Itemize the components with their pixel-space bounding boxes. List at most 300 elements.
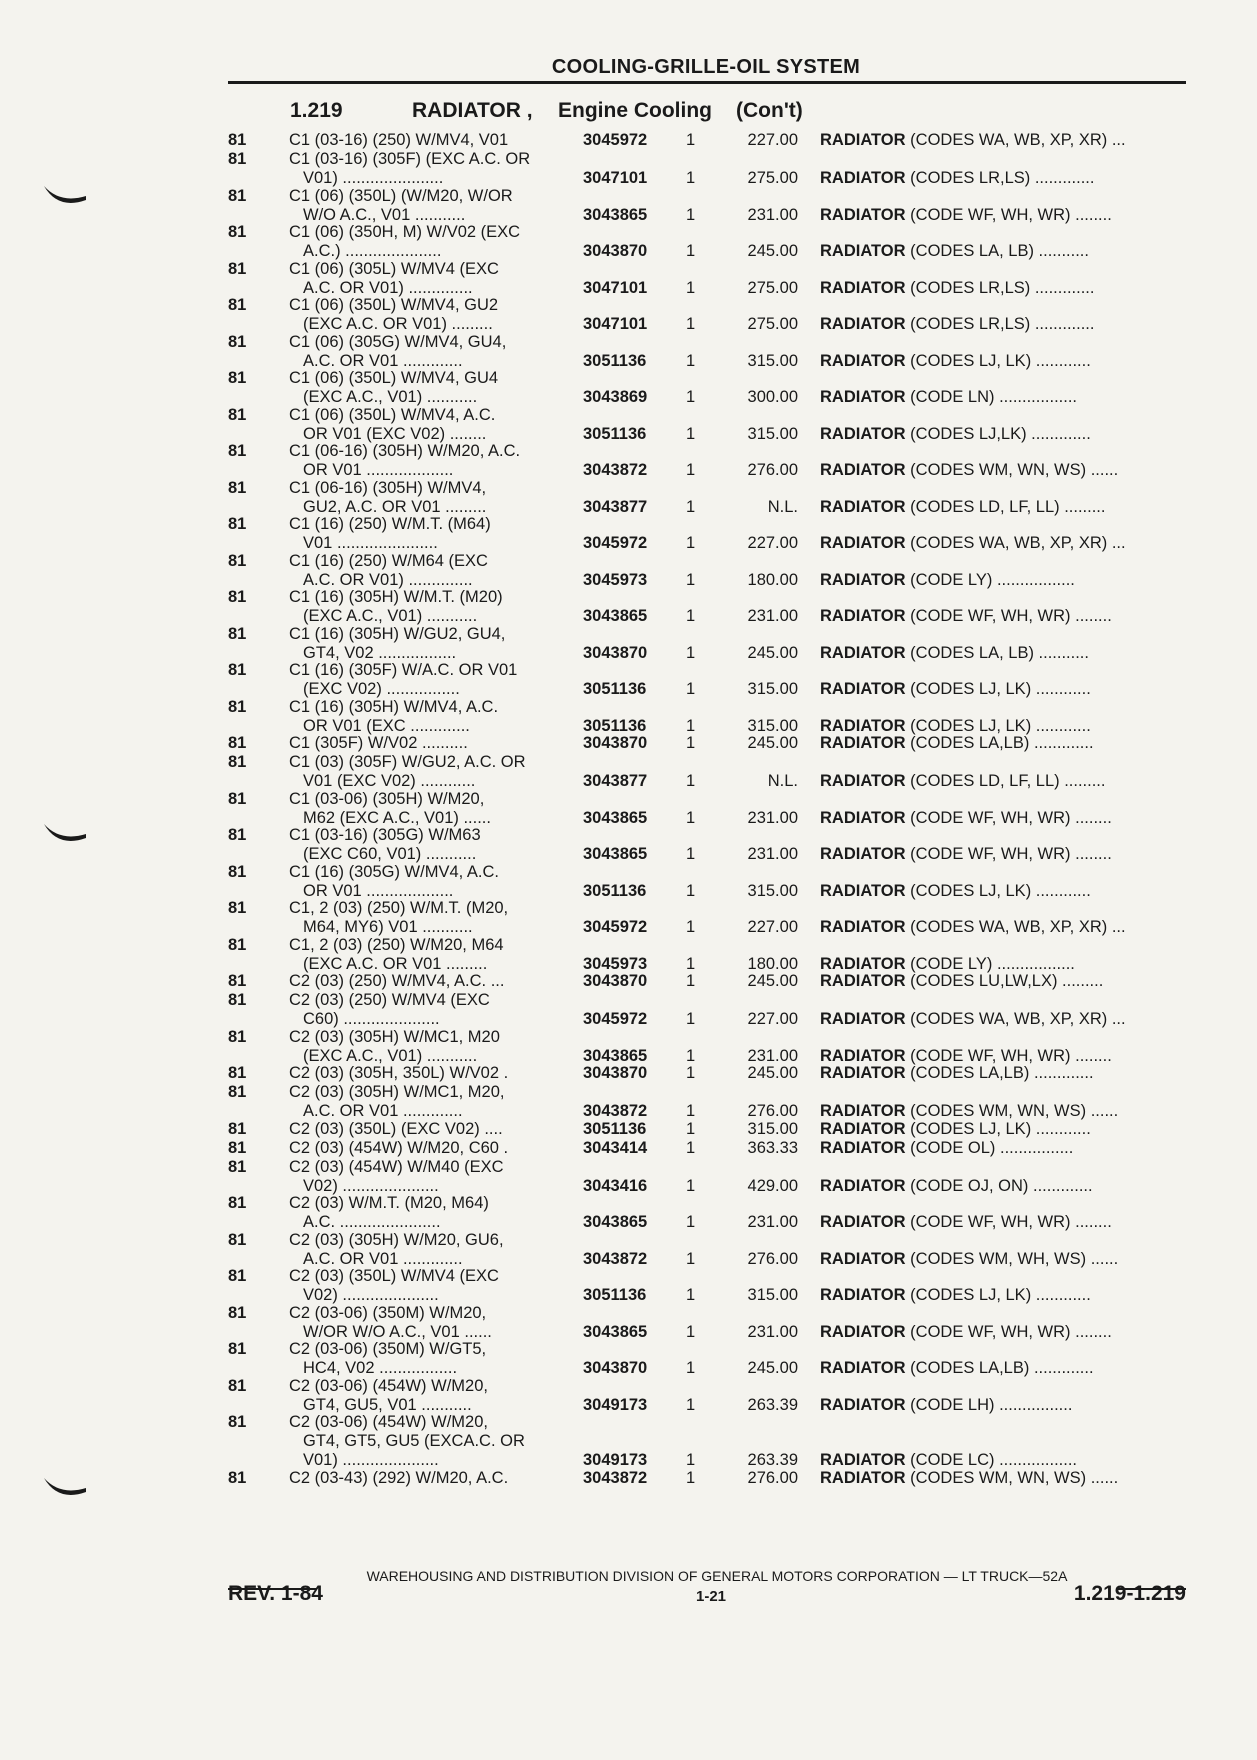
part-name	[820, 425, 1188, 444]
application-description	[289, 333, 559, 371]
table-row	[0, 515, 1257, 553]
part-name	[820, 315, 1188, 334]
part-name	[820, 1286, 1188, 1305]
part-name	[820, 131, 1188, 150]
part-name-label: RADIATOR	[820, 461, 906, 479]
model-code: 81	[228, 1194, 247, 1212]
description-line: C2 (03) (305H) W/MC1, M20,	[289, 1083, 505, 1101]
description-line: C1 (16) (305G) W/MV4, A.C.	[289, 862, 499, 881]
price: 276.00	[747, 1468, 798, 1487]
application-description	[289, 1231, 559, 1269]
part-name	[820, 206, 1188, 225]
quantity: 1	[686, 205, 696, 224]
price: 231.00	[747, 845, 798, 863]
quantity: 1	[686, 461, 696, 479]
model-code: 81	[228, 697, 247, 716]
quantity: 1	[686, 954, 696, 973]
part-number: 3051136	[583, 881, 647, 900]
description-line: C2 (03) (250) W/MV4 (EXC	[289, 991, 490, 1009]
part-number: 3047101	[583, 278, 648, 297]
application-description	[289, 1064, 559, 1083]
table-row	[0, 661, 1257, 699]
model-code: 81	[228, 972, 247, 990]
part-number: 3043865	[583, 607, 648, 625]
table-row	[0, 150, 1257, 188]
part-name	[820, 717, 1188, 736]
model-code: 81	[228, 1267, 247, 1285]
application-description	[289, 1304, 559, 1342]
quantity: 1	[686, 716, 696, 735]
application-description	[289, 1377, 559, 1415]
section-number: 1.219	[290, 99, 343, 122]
description-line: OR V01 ...................	[303, 461, 454, 479]
model-code: 81	[228, 1230, 247, 1249]
model-code: 81	[228, 259, 247, 278]
description-line: C2 (03-06) (350M) W/GT5,	[289, 1340, 487, 1358]
table-row	[0, 1267, 1257, 1305]
quantity: 1	[686, 570, 696, 589]
table-row	[0, 826, 1257, 864]
part-number: 3043872	[583, 1249, 648, 1268]
application-description	[289, 1139, 559, 1158]
table-row	[0, 1469, 1257, 1488]
price: 275.00	[747, 315, 798, 333]
description-line: C1 (305F) W/V02 ..........	[289, 734, 468, 752]
table-row	[0, 223, 1257, 261]
part-name-label: RADIATOR	[820, 1468, 906, 1487]
binder-hole-mark	[42, 820, 88, 846]
part-name-label: RADIATOR	[820, 772, 906, 790]
model-code: 81	[228, 150, 247, 168]
description-line: (EXC A.C., V01) ...........	[303, 388, 478, 406]
application-description	[289, 588, 559, 626]
part-number: 3045972	[583, 131, 648, 149]
part-number: 3043865	[583, 205, 648, 224]
description-line: C1 (06) (350L) (W/M20, W/OR	[289, 186, 513, 205]
application-description	[289, 260, 559, 298]
part-number: 3043869	[583, 388, 648, 406]
part-codes: (CODES LA,LB) .............	[910, 1064, 1094, 1082]
description-line: (EXC A.C. OR V01) .........	[303, 315, 493, 333]
part-number: 3043865	[583, 1046, 648, 1065]
model-code: 81	[228, 405, 247, 424]
part-name-label: RADIATOR	[820, 1010, 906, 1028]
table-row	[0, 406, 1257, 444]
table-row	[0, 1028, 1257, 1066]
description-line: C1 (06) (350H, M) W/V02 (EXC	[289, 223, 521, 241]
quantity: 1	[686, 1119, 696, 1138]
table-row	[0, 1377, 1257, 1415]
description-line: C1 (03-06) (305H) W/M20,	[289, 789, 485, 808]
price: 315.00	[747, 1119, 798, 1138]
part-codes: (CODES WM, WH, WS) ......	[910, 1249, 1119, 1268]
quantity: 1	[686, 1286, 696, 1304]
model-code: 81	[228, 753, 247, 771]
description-line: C2 (03) W/M.T. (M20, M64)	[289, 1194, 489, 1212]
application-description	[289, 936, 559, 974]
description-line: (EXC A.C., V01) ...........	[303, 1046, 478, 1065]
application-description	[289, 698, 559, 736]
quantity: 1	[686, 1046, 696, 1065]
application-description	[289, 899, 559, 937]
part-name-label: RADIATOR	[820, 1046, 906, 1065]
part-codes: (CODE WF, WH, WR) ........	[910, 205, 1112, 224]
part-number: 3043877	[583, 497, 648, 516]
part-name-label: RADIATOR	[820, 607, 906, 625]
table-row	[0, 1139, 1257, 1158]
part-codes: (CODE LC) .................	[910, 1451, 1078, 1469]
quantity: 1	[686, 1468, 696, 1487]
part-name-label: RADIATOR	[820, 1176, 906, 1195]
part-name-label: RADIATOR	[820, 734, 906, 752]
description-line: V01 (EXC V02) ............	[303, 772, 476, 790]
model-code: 81	[228, 826, 247, 844]
quantity: 1	[686, 845, 696, 863]
description-line: C1, 2 (03) (250) W/M.T. (M20,	[289, 899, 509, 917]
model-code: 81	[228, 661, 247, 679]
part-name	[820, 1451, 1188, 1470]
price: 245.00	[747, 1359, 798, 1377]
part-codes: (CODES WM, WN, WS) ......	[910, 1468, 1119, 1487]
application-description	[289, 369, 559, 407]
part-number: 3051136	[583, 1286, 647, 1304]
part-number: 3043865	[583, 845, 648, 863]
part-codes: (CODE OJ, ON) .............	[910, 1176, 1093, 1195]
quantity: 1	[686, 497, 696, 516]
table-row	[0, 936, 1257, 974]
price: 180.00	[747, 954, 798, 973]
part-name-label: RADIATOR	[820, 1451, 906, 1469]
part-number: 3051136	[583, 1119, 647, 1138]
description-line: A.C. ......................	[303, 1213, 441, 1231]
part-name-label: RADIATOR	[820, 131, 906, 149]
part-name	[820, 1177, 1188, 1196]
application-description	[289, 661, 559, 699]
description-line: V01) .....................	[303, 1451, 439, 1469]
model-code: 81	[228, 442, 247, 460]
description-line: C1 (06-16) (305H) W/MV4,	[289, 478, 487, 497]
description-line: M64, MY6) V01 ...........	[303, 918, 473, 936]
part-number: 3043872	[583, 1468, 648, 1487]
part-name	[820, 388, 1188, 407]
application-description	[289, 1028, 559, 1066]
part-codes: (CODE LH) ................	[910, 1395, 1073, 1414]
part-name	[820, 1469, 1188, 1488]
part-codes: (CODE LY) .................	[910, 570, 1075, 589]
table-row	[0, 588, 1257, 626]
description-line: (EXC A.C., V01) ...........	[303, 607, 478, 625]
application-description	[289, 1083, 559, 1121]
table-row	[0, 1413, 1257, 1470]
part-codes: (CODE WF, WH, WR) ........	[910, 1213, 1112, 1231]
model-code: 81	[228, 624, 247, 643]
footer-division-line: WAREHOUSING AND DISTRIBUTION DIVISION OF GENERAL MOTORS CORPORATION — LT TRUCK—52A	[366, 1568, 1068, 1584]
part-name	[820, 972, 1188, 991]
part-codes: (CODES WA, WB, XP, XR) ...	[910, 131, 1126, 149]
model-code: 81	[228, 478, 247, 497]
part-codes: (CODE WF, WH, WR) ........	[910, 845, 1112, 863]
description-line: C2 (03-06) (454W) W/M20,	[289, 1376, 488, 1395]
part-number: 3051136	[583, 716, 647, 735]
part-name-label: RADIATOR	[820, 242, 906, 260]
description-line: C2 (03) (454W) W/M20, C60 .	[289, 1138, 509, 1157]
description-line: C2 (03-06) (454W) W/M20,	[289, 1413, 488, 1431]
price: 245.00	[747, 1064, 798, 1082]
model-code: 81	[228, 862, 247, 881]
part-name-label: RADIATOR	[820, 1064, 906, 1082]
table-row	[0, 753, 1257, 791]
table-row	[0, 260, 1257, 298]
quantity: 1	[686, 1064, 696, 1082]
price: 245.00	[747, 972, 798, 990]
table-row	[0, 1083, 1257, 1121]
part-number: 3045973	[583, 954, 648, 973]
part-number: 3045972	[583, 918, 648, 936]
part-name	[820, 734, 1188, 753]
model-code: 81	[228, 1303, 247, 1322]
description-line: GT4, GT5, GU5 (EXCA.C. OR	[303, 1432, 525, 1450]
table-row	[0, 1120, 1257, 1139]
description-line: C1 (06) (350L) W/MV4, GU2	[289, 296, 499, 314]
price: 227.00	[747, 1010, 798, 1028]
part-codes: (CODES LA,LB) .............	[910, 734, 1094, 752]
table-row	[0, 972, 1257, 991]
description-line: C1 (16) (305F) W/A.C. OR V01	[289, 661, 518, 679]
part-name	[820, 1139, 1188, 1158]
part-name-label: RADIATOR	[820, 716, 906, 735]
part-name-label: RADIATOR	[820, 570, 906, 589]
price: 263.39	[747, 1451, 798, 1469]
part-number: 3045972	[583, 534, 648, 552]
table-row	[0, 698, 1257, 736]
part-codes: (CODE WF, WH, WR) ........	[910, 1322, 1112, 1341]
price: 276.00	[747, 1249, 798, 1268]
part-name-label: RADIATOR	[820, 972, 906, 990]
application-description	[289, 1194, 559, 1232]
price: N.L.	[767, 497, 798, 516]
part-codes: (CODES LJ, LK) ............	[910, 1119, 1091, 1138]
price: 429.00	[747, 1176, 798, 1195]
application-description	[289, 296, 559, 334]
price: 245.00	[747, 734, 798, 752]
description-line: A.C. OR V01) ..............	[303, 278, 473, 297]
price: 231.00	[747, 808, 798, 827]
part-codes: (CODE LN) .................	[910, 388, 1078, 406]
part-number: 3043870	[583, 734, 648, 752]
price: 227.00	[747, 131, 798, 149]
quantity: 1	[686, 534, 696, 552]
description-line: C2 (03) (454W) W/M40 (EXC	[289, 1157, 504, 1176]
description-line: C2 (03) (250) W/MV4, A.C. ...	[289, 972, 505, 990]
model-code: 81	[228, 1468, 247, 1487]
part-codes: (CODES LA, LB) ...........	[910, 242, 1089, 260]
description-line: C1 (16) (305H) W/M.T. (M20)	[289, 588, 503, 606]
price: 315.00	[747, 716, 798, 735]
model-code: 81	[228, 899, 247, 917]
description-line: C2 (03-06) (350M) W/M20,	[289, 1303, 487, 1322]
part-name	[820, 352, 1188, 371]
part-codes: (CODE WF, WH, WR) ........	[910, 1046, 1112, 1065]
description-line: C1 (03-16) (250) W/MV4, V01	[289, 131, 509, 149]
quantity: 1	[686, 808, 696, 827]
description-line: C2 (03) (305H) W/MC1, M20	[289, 1027, 500, 1046]
model-code: 81	[228, 186, 247, 205]
model-code: 81	[228, 734, 247, 752]
model-code: 81	[228, 369, 247, 387]
table-row	[0, 899, 1257, 937]
description-line: GT4, V02 .................	[303, 643, 457, 662]
model-code: 81	[228, 991, 247, 1009]
description-line: W/O A.C., V01 ...........	[303, 205, 466, 224]
quantity: 1	[686, 772, 696, 790]
part-name	[820, 242, 1188, 261]
part-name-label: RADIATOR	[820, 424, 906, 443]
part-name	[820, 1010, 1188, 1029]
part-name-label: RADIATOR	[820, 1359, 906, 1377]
quantity: 1	[686, 169, 696, 187]
quantity: 1	[686, 1213, 696, 1231]
quantity: 1	[686, 388, 696, 406]
table-row	[0, 863, 1257, 901]
application-description	[289, 1340, 559, 1378]
part-codes: (CODES LJ, LK) ............	[910, 680, 1091, 698]
description-line: OR V01 ...................	[303, 881, 454, 900]
price: 263.39	[747, 1395, 798, 1414]
description-line: OR V01 (EXC .............	[303, 716, 470, 735]
part-codes: (CODES LA, LB) ...........	[910, 643, 1089, 662]
application-description	[289, 972, 559, 991]
table-row	[0, 479, 1257, 517]
part-number: 3051136	[583, 351, 647, 370]
quantity: 1	[686, 607, 696, 625]
table-row	[0, 552, 1257, 590]
part-number: 3043416	[583, 1176, 648, 1195]
table-row	[0, 1064, 1257, 1083]
price: 180.00	[747, 570, 798, 589]
description-line: (EXC A.C. OR V01 .........	[303, 954, 488, 973]
part-name-label: RADIATOR	[820, 1322, 906, 1341]
part-name	[820, 809, 1188, 828]
price: 363.33	[747, 1138, 798, 1157]
quantity: 1	[686, 1249, 696, 1268]
part-codes: (CODE OL) ................	[910, 1138, 1074, 1157]
quantity: 1	[686, 351, 696, 370]
quantity: 1	[686, 972, 696, 990]
part-name-label: RADIATOR	[820, 680, 906, 698]
application-description	[289, 1413, 559, 1470]
part-name	[820, 845, 1188, 864]
page-header-title: COOLING-GRILLE-OIL SYSTEM	[551, 56, 861, 78]
part-name	[820, 1064, 1188, 1083]
model-code: 81	[228, 332, 247, 351]
quantity: 1	[686, 881, 696, 900]
description-line: C1 (16) (305H) W/MV4, A.C.	[289, 697, 499, 716]
application-description	[289, 406, 559, 444]
part-name	[820, 534, 1188, 553]
part-name	[820, 882, 1188, 901]
part-name	[820, 1213, 1188, 1232]
part-number: 3043865	[583, 808, 648, 827]
price: 231.00	[747, 1322, 798, 1341]
part-name-label: RADIATOR	[820, 497, 906, 516]
description-line: C1, 2 (03) (250) W/M20, M64	[289, 935, 504, 954]
part-codes: (CODE WF, WH, WR) ........	[910, 607, 1112, 625]
part-number: 3043870	[583, 1064, 648, 1082]
price: 276.00	[747, 461, 798, 479]
part-name-label: RADIATOR	[820, 1138, 906, 1157]
quantity: 1	[686, 315, 696, 333]
description-line: C1 (06) (350L) W/MV4, GU4	[289, 369, 499, 387]
model-code: 81	[228, 223, 247, 241]
part-number: 3043872	[583, 1102, 648, 1120]
section-subtitle: Engine Cooling	[558, 99, 712, 122]
price: 231.00	[747, 1213, 798, 1231]
model-code: 81	[228, 588, 247, 606]
price: 231.00	[747, 1046, 798, 1065]
part-name-label: RADIATOR	[820, 205, 906, 224]
table-row	[0, 187, 1257, 225]
table-row	[0, 442, 1257, 480]
part-name-label: RADIATOR	[820, 808, 906, 827]
application-description	[289, 863, 559, 901]
price: 231.00	[747, 205, 798, 224]
description-line: A.C.) .....................	[303, 242, 442, 260]
description-line: C60) .....................	[303, 1010, 440, 1028]
quantity: 1	[686, 1322, 696, 1341]
description-line: C1 (03-16) (305G) W/M63	[289, 826, 481, 844]
price: 315.00	[747, 1286, 798, 1304]
description-line: A.C. OR V01 .............	[303, 1102, 463, 1120]
model-code: 81	[228, 296, 247, 314]
description-line: C1 (16) (305H) W/GU2, GU4,	[289, 624, 506, 643]
part-codes: (CODES LD, LF, LL) .........	[910, 772, 1106, 790]
table-row	[0, 369, 1257, 407]
quantity: 1	[686, 424, 696, 443]
description-line: C2 (03) (350L) W/MV4 (EXC	[289, 1267, 499, 1285]
description-line: C1 (06) (305G) W/MV4, GU4,	[289, 332, 507, 351]
part-codes: (CODES LJ, LK) ............	[910, 1286, 1091, 1304]
application-description	[289, 625, 559, 663]
application-description	[289, 479, 559, 517]
model-code: 81	[228, 1340, 247, 1358]
part-name	[820, 571, 1188, 590]
part-codes: (CODES LJ, LK) ............	[910, 716, 1091, 735]
application-description	[289, 753, 559, 791]
description-line: A.C. OR V01 .............	[303, 351, 463, 370]
description-line: C2 (03) (305H, 350L) W/V02 .	[289, 1064, 509, 1082]
application-description	[289, 790, 559, 828]
part-name	[820, 918, 1188, 937]
description-line: V02) .....................	[303, 1286, 439, 1304]
footer-page-number: 1-21	[696, 1588, 727, 1605]
description-line: HC4, V02 .................	[303, 1359, 458, 1377]
table-row	[0, 333, 1257, 371]
part-codes: (CODES LA,LB) .............	[910, 1359, 1094, 1377]
price: 275.00	[747, 169, 798, 187]
part-name-label: RADIATOR	[820, 315, 906, 333]
part-number: 3043870	[583, 242, 648, 260]
model-code: 81	[228, 1064, 247, 1082]
price: 245.00	[747, 242, 798, 260]
part-number: 3043414	[583, 1138, 648, 1157]
table-row	[0, 1194, 1257, 1232]
application-description	[289, 131, 559, 150]
part-codes: (CODES LJ, LK) ............	[910, 881, 1091, 900]
part-name-label: RADIATOR	[820, 388, 906, 406]
part-number: 3049173	[583, 1451, 648, 1469]
part-codes: (CODES WA, WB, XP, XR) ...	[910, 1010, 1126, 1028]
table-row	[0, 790, 1257, 828]
